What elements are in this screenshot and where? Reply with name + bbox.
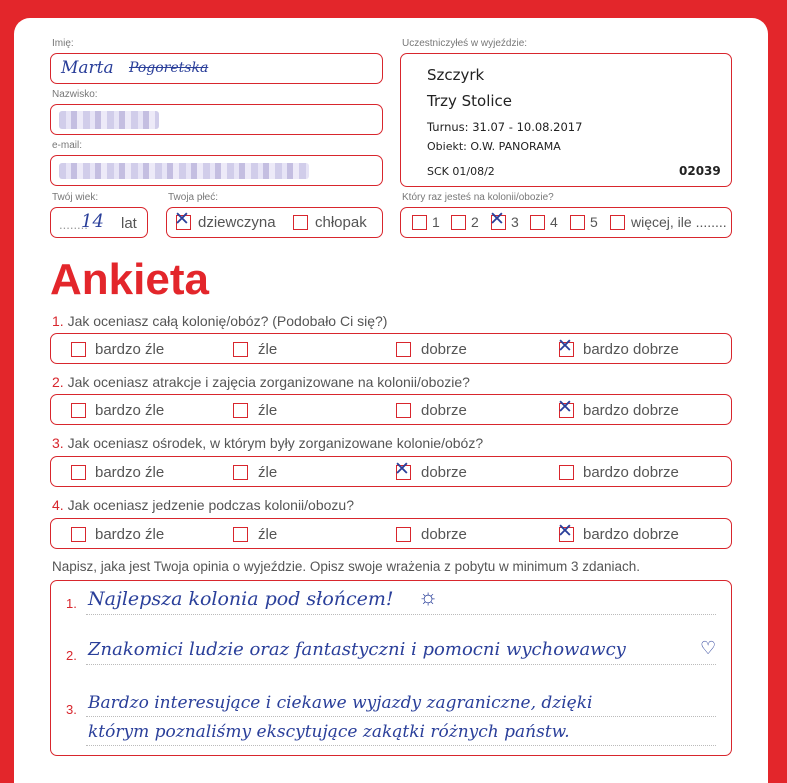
writing-line [86,716,716,717]
answer-row-1 [50,333,732,364]
age-label: Twój wiek: [52,192,99,203]
surname-field[interactable] [50,104,383,135]
q4-option-2-label: źle [258,526,278,543]
times-label-5: 5 [590,214,598,230]
times-checkbox-1[interactable] [412,215,427,230]
q1-option-3-label: dobrze [421,341,467,358]
question-text: Jak oceniasz ośrodek, w którym były zorganizowane kolonie/obóz? [67,435,484,451]
times-checkbox-4[interactable] [530,215,545,230]
trip-code: SCK 01/08/2 [427,165,495,178]
question-text: Jak oceniasz atrakcje i zajęcia zorganizowane na kolonii/obozie? [67,374,470,390]
opinion-number-2: 2. [66,648,77,663]
age-field[interactable] [50,207,148,238]
q3-option-3-label: dobrze [421,464,467,481]
q4-option-3-checkbox[interactable] [396,527,411,542]
name-handwritten: Marta [61,58,114,78]
answer-row-3 [50,456,732,487]
sun-doodle-icon: ☼ [418,584,439,609]
q4-option-4-checkbox[interactable] [557,520,574,542]
q4-option-1-checkbox[interactable] [71,527,86,542]
opinion-line-4: którym poznaliśmy ekscytujące zakątki różnych państw. [88,722,570,742]
times-label-more: więcej, ile ........ [631,214,727,230]
times-label-1: 1 [432,214,440,230]
times-label-3: 3 [511,214,519,230]
trip-name: Trzy Stolice [427,92,513,110]
opinion-number-1: 1. [66,596,77,611]
surname-label: Nazwisko: [52,89,98,100]
q4-option-2-checkbox[interactable] [233,527,248,542]
survey-title: Ankieta [50,255,209,304]
question-2 [52,374,470,390]
surname-redacted [59,111,159,129]
q1-option-2-label: źle [258,341,278,358]
q1-option-4-checkbox[interactable] [557,335,574,357]
check-mark-icon: ✕ [557,520,573,542]
question-4 [52,497,354,513]
q3-option-1-checkbox[interactable] [71,465,86,480]
writing-line [86,745,716,746]
q2-option-1-checkbox[interactable] [71,403,86,418]
question-3 [52,435,483,451]
gender-male-checkbox[interactable] [293,215,308,230]
question-text: Jak oceniasz całą kolonię/obóz? (Podobało Ci się?) [67,313,388,329]
opinion-prompt: Napisz, jaka jest Twoja opinia o wyjeździe. Opisz swoje wrażenia z pobytu w minimum 3 zdaniach. [52,559,641,574]
heart-doodle-icon: ♡ [700,638,717,658]
check-mark-icon: ✕ [174,208,190,230]
name-label: Imię: [52,38,74,49]
trip-object: Obiekt: O.W. PANORAMA [427,140,561,153]
age-unit: lat [121,215,137,232]
q3-option-1-label: bardzo źle [95,464,165,481]
trip-turnus: Turnus: 31.07 - 10.08.2017 [427,120,583,134]
q2-option-4-checkbox[interactable] [557,396,574,418]
opinion-line-3: Bardzo interesujące i ciekawe wyjazdy zagraniczne, dzięki [88,693,593,713]
trip-number: 02039 [679,164,721,178]
q1-option-3-checkbox[interactable] [396,342,411,357]
times-label: Który raz jesteś na kolonii/obozie? [402,192,554,203]
check-mark-icon: ✕ [557,335,573,357]
times-checkbox-5[interactable] [570,215,585,230]
times-checkbox-3[interactable] [489,208,506,230]
gender-female-checkbox[interactable] [174,208,191,230]
age-handwritten: 14 [81,211,104,232]
q4-option-4-label: bardzo dobrze [583,526,679,543]
q3-option-2-label: źle [258,464,278,481]
q2-option-1-label: bardzo źle [95,402,165,419]
opinion-number-3: 3. [66,702,77,717]
name-struck-handwritten: Pogoretska [129,60,209,76]
q1-option-2-checkbox[interactable] [233,342,248,357]
q3-option-4-label: bardzo dobrze [583,464,679,481]
q1-option-4-label: bardzo dobrze [583,341,679,358]
answer-row-4 [50,518,732,549]
trip-label: Uczestniczyłeś w wyjeździe: [402,38,528,49]
writing-line [86,614,716,615]
q2-option-2-checkbox[interactable] [233,403,248,418]
q4-option-1-label: bardzo źle [95,526,165,543]
trip-location: Szczyrk [427,66,485,84]
q2-option-4-label: bardzo dobrze [583,402,679,419]
name-field[interactable] [50,53,383,84]
check-mark-icon: ✕ [557,396,573,418]
answer-row-2 [50,394,732,425]
gender-label: Twoja płeć: [168,192,219,203]
question-number: 3. [52,435,64,451]
times-checkbox-2[interactable] [451,215,466,230]
q2-option-3-label: dobrze [421,402,467,419]
times-field [400,207,732,238]
times-label-2: 2 [471,214,479,230]
q1-option-1-label: bardzo źle [95,341,165,358]
question-text: Jak oceniasz jedzenie podczas kolonii/obozu? [67,497,354,513]
times-label-4: 4 [550,214,558,230]
q2-option-2-label: źle [258,402,278,419]
question-number: 4. [52,497,64,513]
check-mark-icon: ✕ [489,208,505,230]
q2-option-3-checkbox[interactable] [396,403,411,418]
q3-option-4-checkbox[interactable] [559,465,574,480]
gender-female-label: dziewczyna [198,214,276,231]
q1-option-1-checkbox[interactable] [71,342,86,357]
email-redacted [59,163,309,179]
opinion-line-1: Najlepsza kolonia pod słońcem! [88,588,394,610]
email-field[interactable] [50,155,383,186]
age-dots: ........ [59,217,88,232]
q3-option-3-checkbox[interactable] [394,458,411,480]
times-checkbox-more[interactable] [610,215,625,230]
gender-field [166,207,383,238]
question-number: 1. [52,313,64,329]
writing-line [86,664,716,665]
email-label: e-mail: [52,140,83,151]
trip-info-box [400,53,732,187]
question-1 [52,313,387,329]
question-number: 2. [52,374,64,390]
q3-option-2-checkbox[interactable] [233,465,248,480]
check-mark-icon: ✕ [394,458,410,480]
opinion-line-2: Znakomici ludzie oraz fantastyczni i pomocni wychowawcy [88,639,626,660]
q4-option-3-label: dobrze [421,526,467,543]
gender-male-label: chłopak [315,214,367,231]
